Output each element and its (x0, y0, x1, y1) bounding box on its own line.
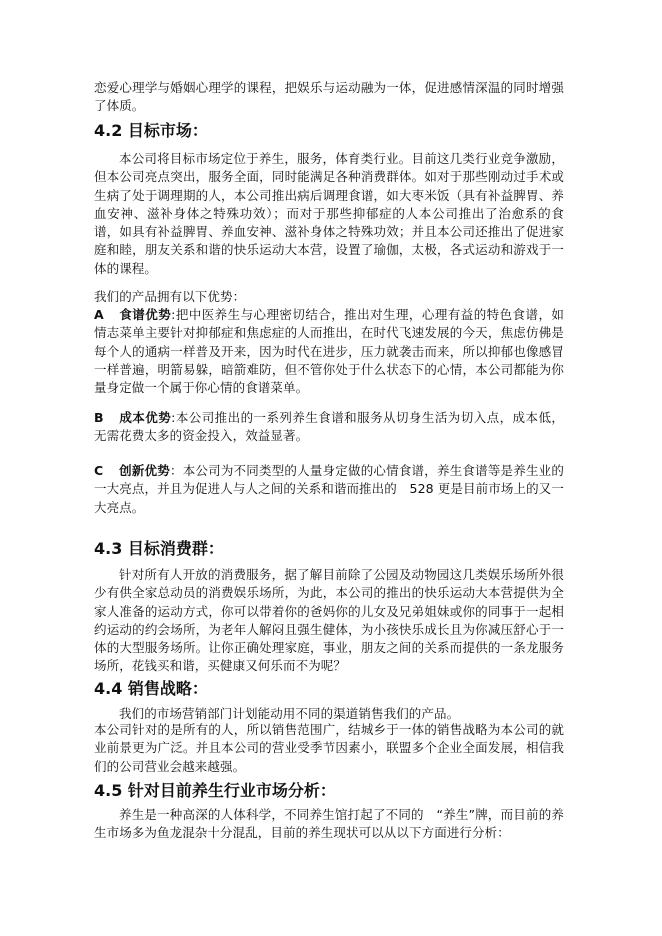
section-4-2-paragraph: 本公司将目标市场定位于养生，服务，体育类行业。目前这几类行业竞争激励，但本公司亮点突出，服务全面，同时能满足各种消费群体。如对于那些刚动过手术或生病了处于调理期的人，本公司推出病后调理食谱，如大枣米饭（具有补益脾胃、养血安神、滋补身体之特殊功效）；而对于那些抑郁症的人本公司推出了治愈系的食谱，如具有补益脾胃、养血安神、滋补身体之特殊功效；并且本公司还推出了促进家庭和睦，朋友关系和谐的快乐运动大本营，设置了瑜伽，太极，各式运动和游戏于一体的课程。 (94, 151, 564, 276)
advantage-c (94, 462, 564, 517)
section-4-4-paragraph-2: 本公司针对的是所有的人，所以销售范围广，结城乡于一体的销售战略为本公司的就业前景更为广泛。并且本公司的营业受季节因素小，联盟多个企业全面发展，相信我们的公司营业会越来越强。 (94, 722, 564, 774)
advantage-b-title: 成本优势 (119, 410, 172, 425)
section-4-3-paragraph: 针对所有人开放的消费服务，据了解目前除了公园及动物园这几类娱乐场所外很少有供全家总动员的消费娱乐场所，为此，本公司的推出的快乐运动大本营提供为全家人准备的运动方式，你可以带着你的爸妈你的儿女及兄弟姐妹或你的同事于一起相约运动的约会场所，为老年人解闷且强生健体，为小孩快乐成长且为你减压舒心于一体的大型服务场所。让你正确处理家庭，事业，朋友之间的关系而提供的一条龙服务场所，花钱买和谐，买健康又何乐而不为呢？ (94, 567, 564, 674)
advantage-b-text: :本公司推出的一系列养生食谱和服务从切身生活为切入点，成本低，无需花费太多的资金投入，效益显著。 (94, 410, 564, 444)
section-4-4-paragraph-1: 我们的市场营销部门计划能动用不同的渠道销售我们的产品。 (119, 706, 460, 721)
advantage-b (94, 409, 564, 446)
section-4-5-heading: 4.5 针对目前养生行业市场分析： (94, 781, 336, 800)
advantage-a-text: :把中医养生与心理密切结合，推出对生理，心理有益的特色食谱，如情志菜单主要针对抑郁症和焦虑症的人而推出，在时代飞速发展的今天，焦虑仿佛是每个人的通病一样普及开来，因为时代在进步，压力就袭击而来，所以抑郁也像感冒一样普遍，明箭易躲，暗箭难防，但不管你处于什么状态下的心情，本公司都能为你量身定做一个属于你心情的食谱菜单。 (94, 307, 564, 396)
advantages-intro: 我们的产品拥有以下优势： (94, 289, 246, 304)
advantage-c-label: C (94, 463, 104, 478)
section-4-2-heading: 4.2 目标市场： (94, 121, 208, 140)
section-4-4-heading: 4.4 销售战略： (94, 679, 208, 698)
intro-paragraph: 恋爱心理学与婚姻心理学的课程，把娱乐与运动融为一体，促进感情深温的同时增强了体质。 (94, 80, 564, 114)
advantage-a-label: A (94, 307, 104, 322)
section-4-3-heading: 4.3 目标消费群： (94, 539, 224, 558)
advantage-a (94, 306, 564, 397)
advantage-b-label: B (94, 410, 104, 425)
advantage-c-title: 创新优势 (119, 463, 170, 478)
section-4-5-paragraph: 养生是一种高深的人体科学，不同养生馆打起了不同的 “养生”牌，而目前的养生市场多为鱼龙混杂十分混乱，目前的养生现状可以从以下方面进行分析： (94, 807, 564, 841)
advantage-c-text: ：本公司为不同类型的人量身定做的心情食谱，养生食谱等是养生业的一大亮点，并且为促进人与人之间的关系和谐而推出的 528 更是目前市场上的又一大亮点。 (94, 463, 565, 515)
advantage-a-title: 食谱优势 (119, 307, 172, 322)
